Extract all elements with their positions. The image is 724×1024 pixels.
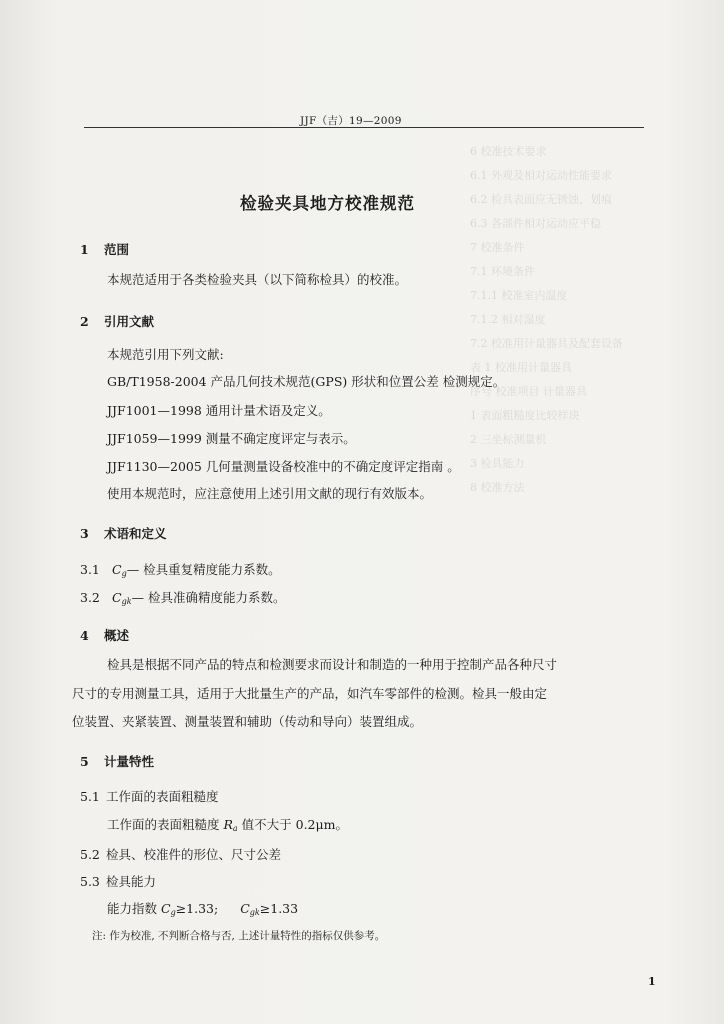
symbol: C bbox=[112, 590, 122, 605]
bleed-line: 3 检具能力 bbox=[470, 457, 525, 470]
section-title: 术语和定义 bbox=[104, 526, 167, 541]
section-number: 2 bbox=[80, 314, 89, 329]
bleed-line: 6 校准技术要求 bbox=[470, 145, 547, 158]
symbol-subscript: gk bbox=[121, 597, 132, 606]
symbol-subscript: a bbox=[232, 824, 238, 833]
subsection-5-3 bbox=[80, 872, 156, 890]
symbol: C bbox=[160, 901, 171, 916]
subsection-title: 工作面的表面粗糙度 bbox=[106, 789, 219, 804]
overview-line: 位装置、夹紧装置、测量装置和辅助（传动和导向）装置组成。 bbox=[72, 714, 423, 729]
subsection-5-1 bbox=[80, 787, 219, 805]
capability-value: ≥1.33 bbox=[259, 901, 299, 916]
bleed-line: 序号 校准项目 计量器具 bbox=[470, 385, 587, 398]
document-title: 检验夹具地方校准规范 bbox=[240, 194, 415, 213]
requirement-text: 工作面的表面粗糙度 bbox=[107, 817, 224, 832]
bleed-line: 表 1 校准用计量器具 bbox=[470, 361, 572, 374]
overview-line: 尺寸的专用测量工具，适用于大批量生产的产品，如汽车零部件的检测。检具一般由定 bbox=[72, 686, 548, 701]
symbol-subscript: g bbox=[170, 908, 176, 917]
reference-item: JJF1059—1999 测量不确定度评定与表示。 bbox=[107, 431, 356, 446]
bleed-through-text bbox=[470, 140, 710, 960]
section-title: 概述 bbox=[104, 628, 130, 643]
symbol: R bbox=[223, 817, 233, 832]
section-number: 5 bbox=[80, 754, 89, 769]
clause-number: 5.3 bbox=[80, 874, 100, 889]
requirement-value: 值不大于 0.2μm。 bbox=[237, 817, 348, 832]
section-number: 1 bbox=[80, 242, 89, 257]
bleed-line: 1 表面粗糙度比较样块 bbox=[470, 409, 580, 422]
references-intro: 本规范引用下列文献: bbox=[107, 347, 224, 362]
footnote: 注: 作为校准, 不判断合格与否, 上述计量特性的指标仅供参考。 bbox=[92, 930, 386, 942]
bleed-line: 7.1.2 相对湿度 bbox=[470, 313, 546, 326]
symbol: C bbox=[112, 562, 122, 577]
bleed-line: 6.2 检具表面应无锈蚀、划痕 bbox=[470, 193, 612, 206]
definition-cgk bbox=[80, 588, 286, 606]
symbol-subscript: gk bbox=[249, 908, 260, 917]
section-title: 计量特性 bbox=[104, 754, 155, 769]
section-3-heading bbox=[80, 524, 167, 542]
document-code-header: JJF（吉）19—2009 bbox=[300, 115, 402, 127]
bleed-line: 2 三坐标测量机 bbox=[470, 433, 547, 446]
definition-text: — 检具准确精度能力系数。 bbox=[131, 590, 286, 605]
reference-item: GB/T1958-2004 产品几何技术规范(GPS) 形状和位置公差 检测规定。 bbox=[107, 374, 506, 389]
symbol: C bbox=[240, 901, 250, 916]
bleed-line: 6.3 各部件相对运动应平稳 bbox=[470, 217, 601, 230]
page-number: 1 bbox=[648, 975, 656, 988]
bleed-line: 6.1 外观及相对运动性能要求 bbox=[470, 169, 612, 182]
capability-label: 能力指数 bbox=[107, 901, 161, 916]
section-5-heading bbox=[80, 752, 154, 770]
section-title: 范围 bbox=[104, 242, 130, 257]
reference-item: JJF1001—1998 通用计量术语及定义。 bbox=[107, 403, 331, 418]
bleed-line: 7.2 校准用计量器具及配套设备 bbox=[470, 337, 623, 350]
bleed-line: 7.1 环境条件 bbox=[470, 265, 535, 278]
section-1-body: 本规范适用于各类检验夹具（以下简称检具）的校准。 bbox=[107, 272, 408, 287]
capability-value: ≥1.33; bbox=[175, 901, 219, 916]
definition-cg bbox=[80, 560, 281, 578]
subsection-5-2 bbox=[80, 845, 281, 863]
symbol-subscript: g bbox=[121, 569, 127, 578]
clause-number: 5.1 bbox=[80, 789, 100, 804]
roughness-requirement bbox=[107, 815, 348, 833]
overview-line: 检具是根据不同产品的特点和检测要求而设计和制造的一种用于控制产品各种尺寸 bbox=[107, 657, 558, 672]
clause-number: 3.2 bbox=[80, 590, 100, 605]
section-4-heading bbox=[80, 626, 129, 644]
reference-item: JJF1130—2005 几何量测量设备校准中的不确定度评定指南 。 bbox=[107, 459, 460, 474]
section-number: 3 bbox=[80, 526, 89, 541]
capability-index bbox=[107, 899, 298, 917]
bleed-line: 8 校准方法 bbox=[470, 481, 525, 494]
section-number: 4 bbox=[80, 628, 89, 643]
bleed-line: 7.1.1 校准室内温度 bbox=[470, 289, 568, 302]
clause-number: 3.1 bbox=[80, 562, 100, 577]
references-closing: 使用本规范时，应注意使用上述引用文献的现行有效版本。 bbox=[107, 486, 433, 501]
subsection-title: 检具能力 bbox=[106, 874, 157, 889]
definition-text: — 检具重复精度能力系数。 bbox=[126, 562, 281, 577]
section-title: 引用文献 bbox=[104, 314, 155, 329]
section-2-heading bbox=[80, 312, 154, 330]
subsection-title: 检具、校准件的形位、尺寸公差 bbox=[106, 847, 282, 862]
header-rule bbox=[84, 127, 644, 128]
bleed-line: 7 校准条件 bbox=[470, 241, 525, 254]
clause-number: 5.2 bbox=[80, 847, 100, 862]
section-1-heading bbox=[80, 240, 129, 258]
